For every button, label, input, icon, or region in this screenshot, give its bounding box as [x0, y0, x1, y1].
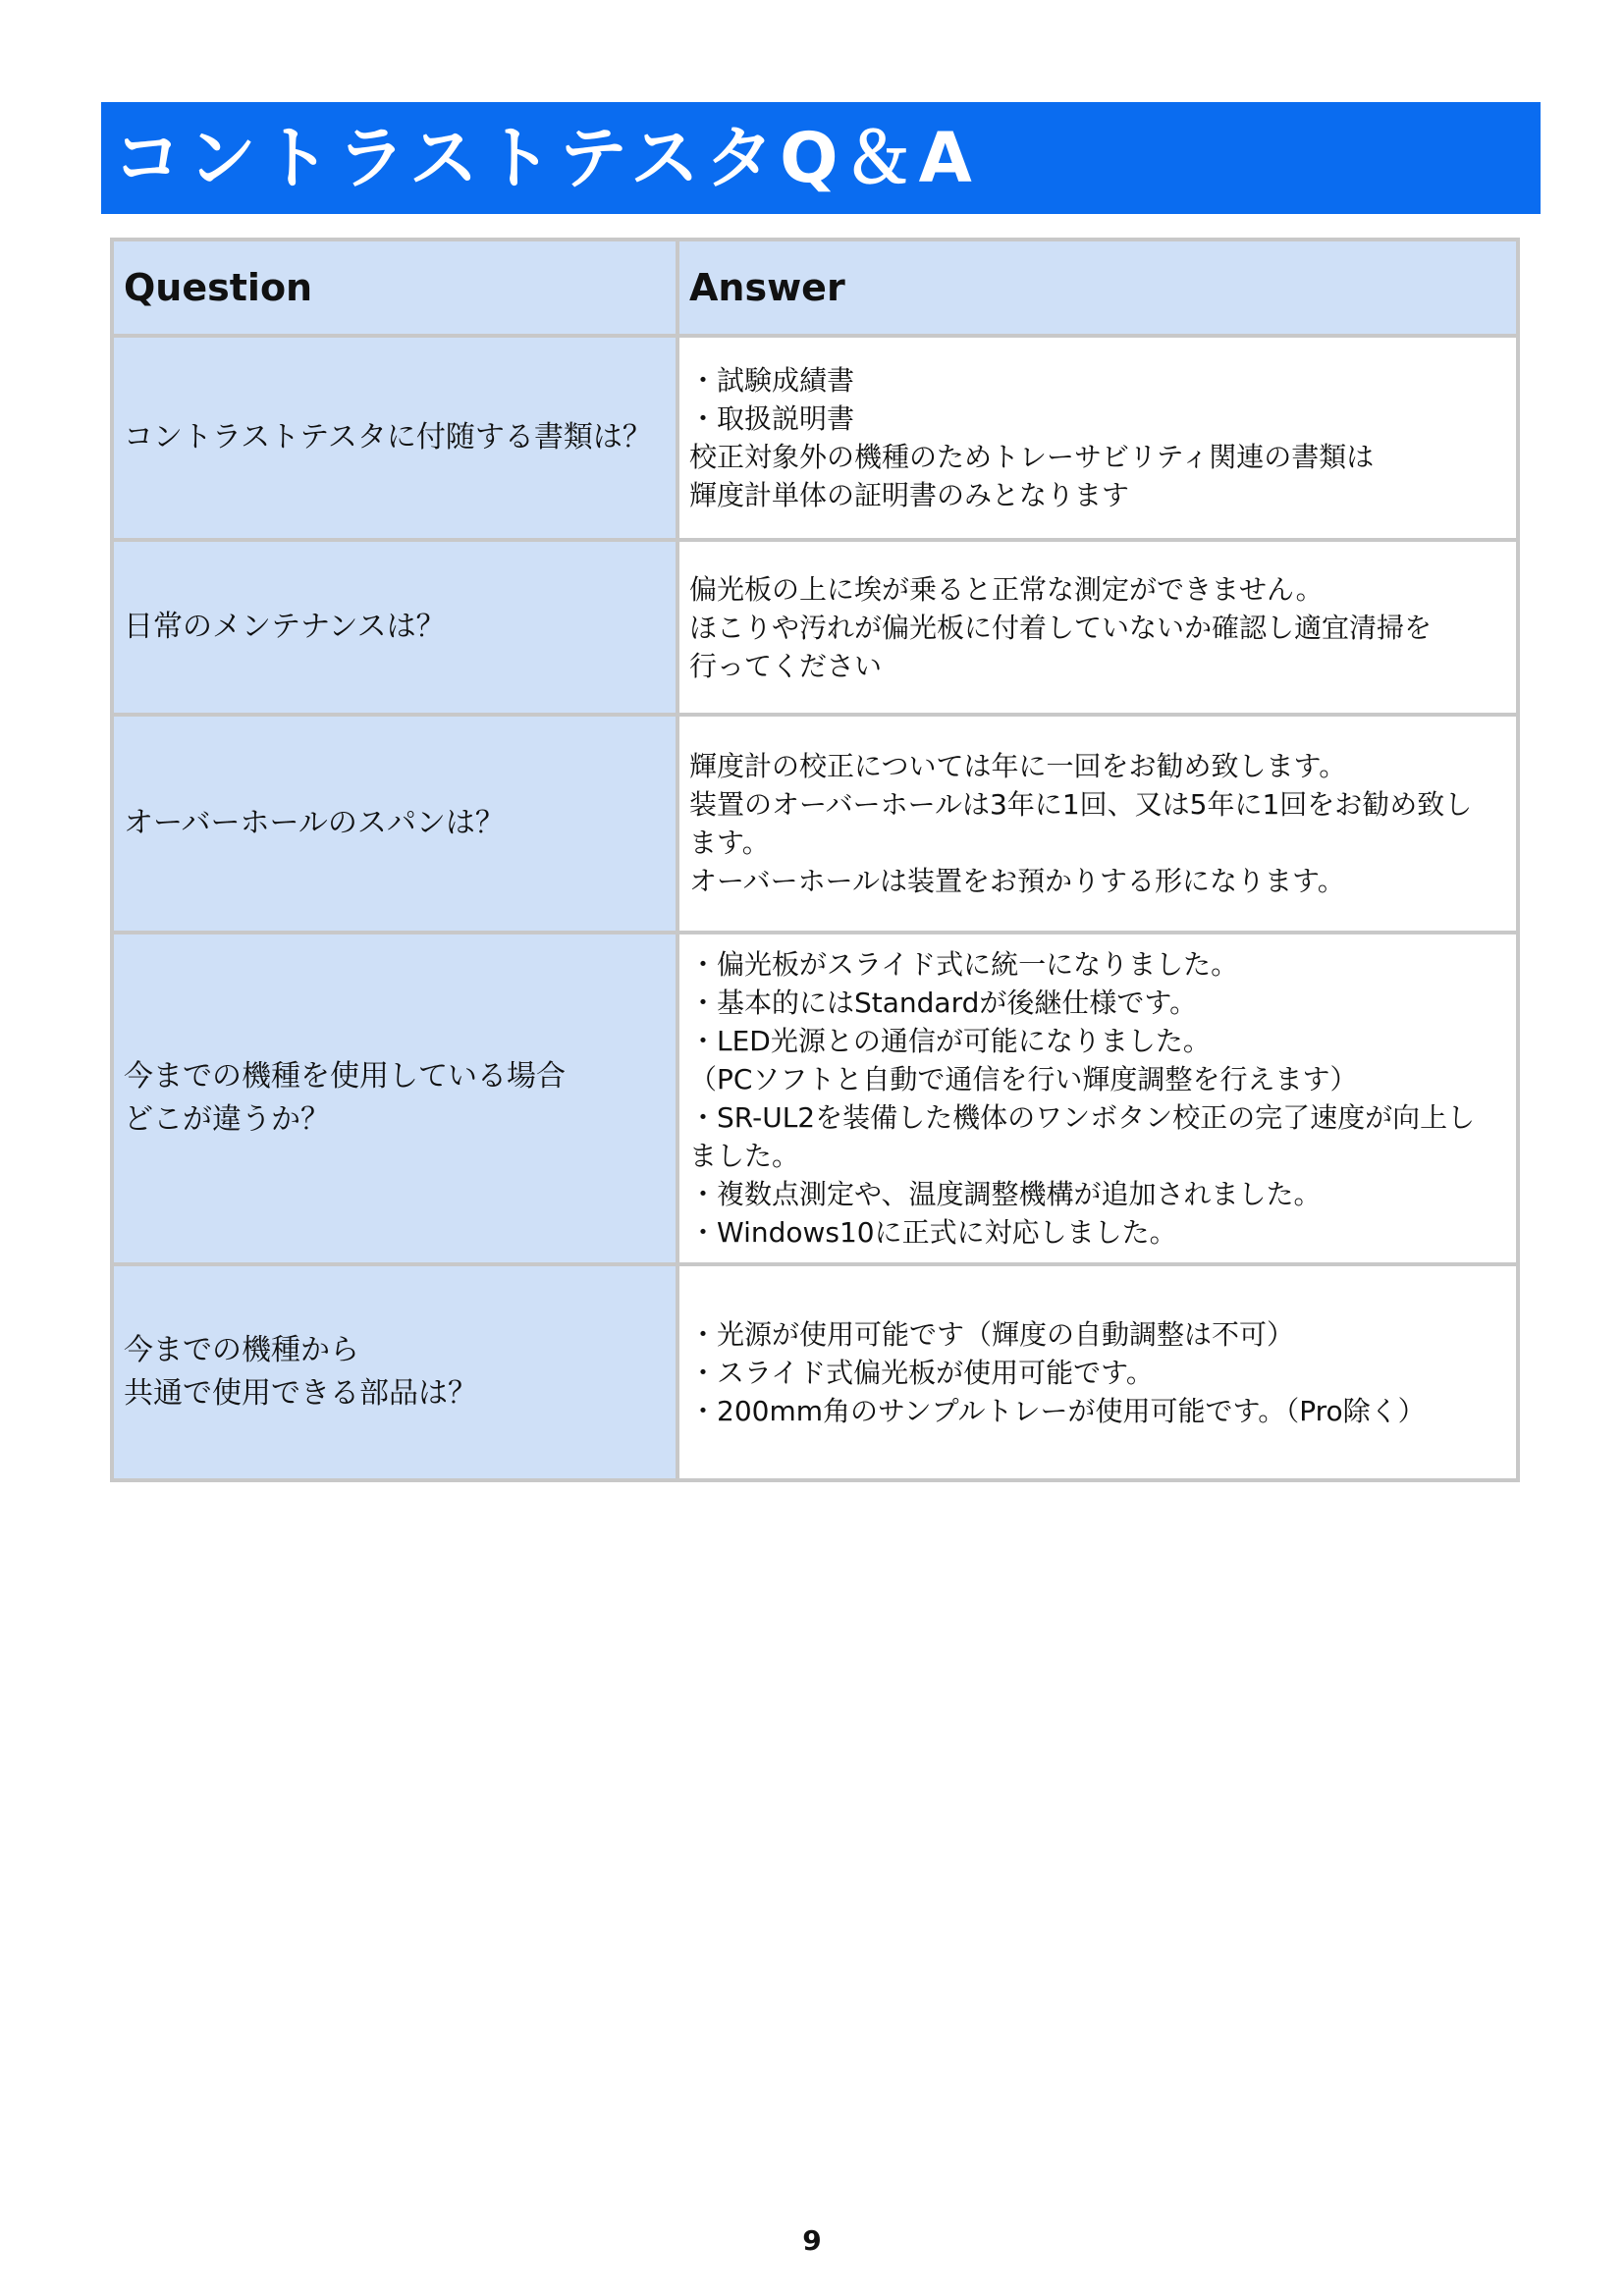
- answer-cell: [677, 1264, 1518, 1480]
- question-text: コントラストテスタに付随する書類は？: [124, 420, 652, 454]
- answer-line: 校正対象外の機種のためトレーサビリティ関連の書類は: [689, 441, 1375, 473]
- answer-line: ・光源が使用可能です（輝度の自動調整は不可）: [689, 1317, 1295, 1351]
- answer-line: ・LED光源との通信が可能になりました。: [689, 1025, 1211, 1057]
- answer-line: ・基本的にはStandardが後継仕様です。: [689, 987, 1198, 1019]
- table-row: [112, 540, 1518, 715]
- page-number: 9: [802, 2224, 822, 2257]
- table-row: [112, 933, 1518, 1264]
- answer-line: オーバーホールは装置をお預かりする形になります。: [689, 865, 1345, 897]
- answer-line: ました。: [689, 1140, 800, 1172]
- answer-cell: [677, 715, 1518, 933]
- answer-line: 偏光板の上に埃が乗ると正常な測定ができません。: [689, 572, 1324, 606]
- answer-line: ます。: [689, 827, 770, 859]
- table-row: [112, 715, 1518, 933]
- answer-line: （PCソフトと自動で通信を行い輝度調整を行えます）: [689, 1063, 1358, 1095]
- question-text: どこが違うか？: [124, 1102, 330, 1137]
- question-cell: [112, 336, 677, 540]
- answer-line: 輝度計の校正については年に一回をお勧め致します。: [689, 750, 1347, 782]
- answer-line: ・試験成績書: [689, 364, 855, 397]
- question-cell: [112, 1264, 677, 1480]
- answer-cell: [677, 540, 1518, 715]
- question-text: 今までの機種から: [124, 1333, 359, 1367]
- answer-line: 輝度計単体の証明書のみとなります: [689, 479, 1130, 511]
- answer-line: ・Windows10に正式に対応しました。: [689, 1216, 1177, 1249]
- answer-line: 装置のオーバーホールは3年に1回、又は5年に1回をお勧め致し: [689, 788, 1473, 821]
- answer-line: ・複数点測定や、温度調整機構が追加されました。: [689, 1178, 1322, 1210]
- title-banner: [101, 102, 1541, 214]
- question-cell: [112, 540, 677, 715]
- question-cell: [112, 715, 677, 933]
- page-title: コントラストテスタQ＆A: [113, 118, 978, 198]
- answer-line: ・200mm角のサンプルトレーが使用可能です。（Pro除く）: [689, 1394, 1426, 1427]
- qa-table: [110, 238, 1520, 1482]
- question-cell: [112, 933, 677, 1264]
- question-column-header: Question: [112, 240, 677, 336]
- answer-line: ・スライド式偏光板が使用可能です。: [689, 1356, 1154, 1389]
- answer-column-header: Answer: [677, 240, 1518, 336]
- question-text: 今までの機種を使用している場合: [124, 1059, 566, 1094]
- question-text: 共通で使用できる部品は？: [124, 1376, 477, 1411]
- answer-line: ・SR-UL2を装備した機体のワンボタン校正の完了速度が向上し: [689, 1101, 1476, 1134]
- table-row: [112, 1264, 1518, 1480]
- answer-line: ・取扱説明書: [689, 402, 855, 435]
- table-header-row: [112, 240, 1518, 336]
- question-text: オーバーホールのスパンは？: [124, 806, 505, 840]
- answer-cell: [677, 336, 1518, 540]
- table-row: [112, 336, 1518, 540]
- answer-cell: [677, 933, 1518, 1264]
- answer-line: ・偏光板がスライド式に統一になりました。: [689, 948, 1239, 981]
- answer-line: ほこりや汚れが偏光板に付着していないか確認し適宜清掃を: [689, 611, 1433, 644]
- question-text: 日常のメンテナンスは？: [124, 610, 446, 644]
- answer-line: 行ってください: [689, 649, 883, 682]
